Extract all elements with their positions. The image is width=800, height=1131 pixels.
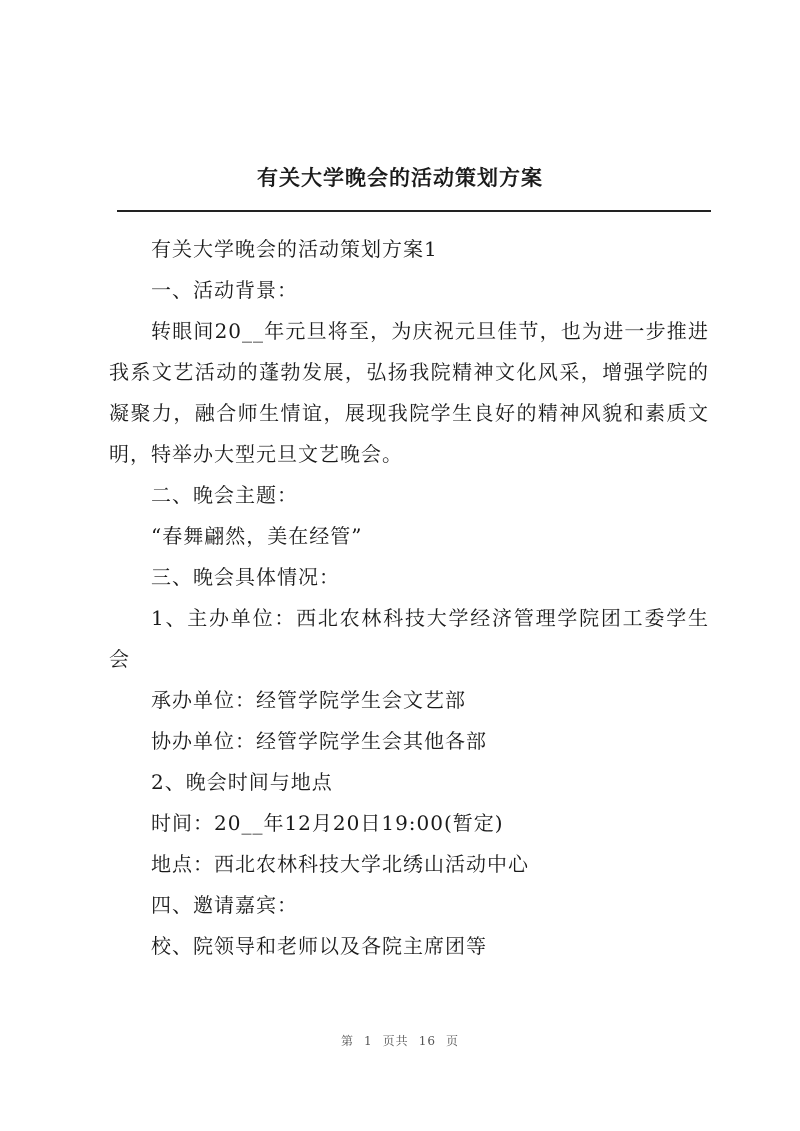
section-heading-details: 三、晚会具体情况： [151,565,340,589]
paragraph-place: 地点：西北农林科技大学北绣山活动中心 [151,852,529,876]
footer-prefix: 第 [341,1034,355,1048]
section-heading-background: 一、活动背景： [151,278,298,302]
document-title: 有关大学晚会的活动策划方案 [257,166,543,190]
footer-current-page: 1 [364,1034,373,1048]
document-body [109,229,709,967]
paragraph-undertaker: 承办单位：经管学院学生会文艺部 [151,688,466,712]
paragraph-co-organizer: 协办单位：经管学院学生会其他各部 [151,729,487,753]
page-footer [0,1032,800,1049]
section-heading-guests: 四、邀请嘉宾： [151,893,298,917]
footer-mid: 页共 [382,1034,409,1048]
section-heading-theme: 二、晚会主题： [151,483,298,507]
footer-total-pages: 16 [418,1034,436,1048]
footer-suffix: 页 [445,1034,459,1048]
paragraph-theme: “春舞翩然，美在经管” [151,524,363,548]
paragraph-organizer: 1、主办单位：西北农林科技大学经济管理学院团工委学生会 [109,606,709,671]
section-heading-plan: 有关大学晚会的活动策划方案1 [151,237,438,261]
section-heading-time-place: 2、晚会时间与地点 [151,770,333,794]
paragraph-time: 时间：20__年12月20日19:00(暂定) [151,811,504,835]
paragraph-background: 转眼间20__年元旦将至，为庆祝元旦佳节，也为进一步推进我系文艺活动的蓬勃发展，弘扬我院精神文化风采，增强学院的凝聚力，融合师生情谊，展现我院学生良好的精神风貌和素质文明，特举办大型元旦文艺晚会。 [109,319,709,466]
paragraph-guests: 校、院领导和老师以及各院主席团等 [151,934,487,958]
title-divider [117,210,711,212]
